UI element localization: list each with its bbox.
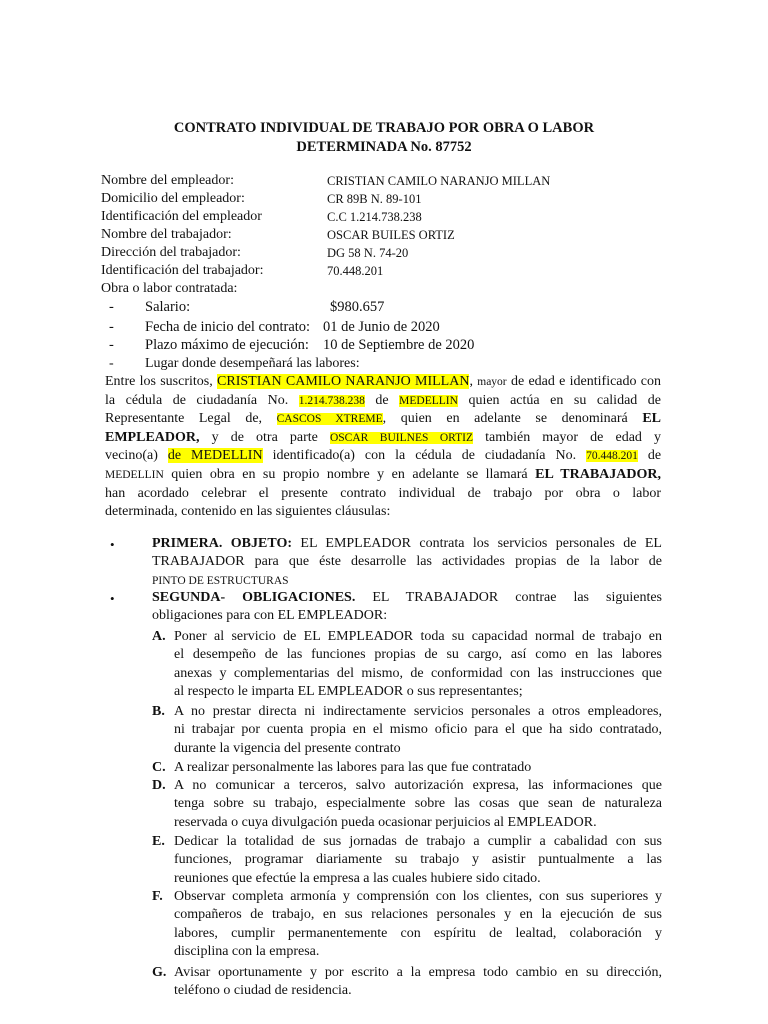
company-highlight: CASCOS XTREME <box>276 413 383 426</box>
field-label: Nombre del trabajador: <box>101 227 232 242</box>
title-line-2: DETERMINADA No. 87752 <box>296 139 472 155</box>
item-line: compañeros de trabajo, en sus relaciones personales y en la ejecución de sus <box>174 907 662 923</box>
contract-title <box>0 119 768 157</box>
intro-line <box>105 429 661 448</box>
item-line: A realizar personalmente las labores para las que fue contratado <box>174 760 532 775</box>
item-letter: E. <box>152 834 165 849</box>
intro-line <box>105 410 661 429</box>
item-line: funciones, programar diariamente su trabajo y asistir puntualmente a las <box>174 852 662 868</box>
deadline-row <box>101 336 474 354</box>
dash: - <box>109 299 114 315</box>
text: también mayor de edad y <box>485 429 662 445</box>
text: quien obra en su propio nombre y en adelante se llamará <box>171 466 528 482</box>
item-letter: C. <box>152 760 166 775</box>
field-label: Identificación del trabajador: <box>101 263 264 278</box>
work-place-row <box>101 355 360 373</box>
worker-city-highlight: de MEDELLIN <box>167 448 263 464</box>
item-line: teléfono o ciudad de residencia. <box>174 983 352 999</box>
field-row <box>101 172 661 190</box>
text: MEDELLIN <box>105 468 164 481</box>
clause-title: SEGUNDA- OBLIGACIONES. <box>152 590 356 605</box>
employer-id-highlight: 1.214.738.238 <box>298 394 365 407</box>
intro-line <box>105 466 661 485</box>
item-line: reuniones que efectúe la empresa a las cuales hubiere sido citado. <box>174 870 541 886</box>
item-line: el desempeño de las funciones propias de su cargo, así como en las labores <box>174 647 662 663</box>
worker-name-highlight: OSCAR BUILNES ORTIZ <box>329 431 473 444</box>
text: EL <box>642 411 662 427</box>
item-line: reservada o cuya divulgación pueda ocasionar perjuicios al EMPLEADOR. <box>174 814 597 830</box>
field-value: CR 89B N. 89-101 <box>327 192 422 206</box>
dash-label: Fecha de inicio del contrato: <box>145 319 311 335</box>
intro-line: han acordado celebrar el presente contrato individual de trabajo por obra o labor <box>105 485 661 501</box>
field-value: 70.448.201 <box>327 264 384 278</box>
text: de <box>375 392 389 408</box>
item-line: disciplina con la empresa. <box>174 943 320 959</box>
item-line: Avisar oportunamente y por escrito a la empresa todo cambio en su dirección, <box>174 965 662 980</box>
field-label: Identificación del empleador <box>101 209 262 224</box>
clause-line: obligaciones para con EL EMPLEADOR: <box>152 608 388 624</box>
worker-id-highlight: 70.448.201 <box>586 450 638 463</box>
item-line: A no prestar directa ni indirectamente servicios personales a otros empleadores, <box>174 704 662 719</box>
text: EL TRABAJADOR contrae las siguientes <box>372 590 662 605</box>
clause-title: PRIMERA. OBJETO: <box>152 536 292 551</box>
item-letter: A. <box>152 629 166 644</box>
city-highlight: MEDELLIN <box>399 394 458 407</box>
field-value: CRISTIAN CAMILO NARANJO MILLAN <box>327 174 551 188</box>
text: Representante Legal de, <box>105 411 263 427</box>
field-label: Domicilio del empleador: <box>101 191 245 206</box>
field-row <box>101 262 661 280</box>
clause-line: PINTO DE ESTRUCTURAS <box>152 574 289 587</box>
clause-line: TRABAJADOR para que éste desarrolle las actividades propias de la labor de <box>152 554 662 570</box>
intro-line <box>105 392 661 411</box>
item-letter: G. <box>152 965 167 980</box>
item-line: al respecto le imparta EL EMPLEADOR o sus representantes; <box>174 683 523 699</box>
text: identificado(a) con la cédula de ciudadanía No. <box>272 448 577 464</box>
text: EL EMPLEADOR contrata los servicios personales de EL <box>300 536 662 551</box>
dash: - <box>109 337 114 353</box>
text: de <box>647 448 662 464</box>
field-value: OSCAR BUILES ORTIZ <box>327 228 455 242</box>
text: la cédula de ciudadanía No. <box>105 392 289 408</box>
item-line: ni trabajar por cuenta propia en el mismo oficio para el que ha sido contratado, <box>174 722 662 738</box>
dash-value: 10 de Septiembre de 2020 <box>323 337 475 353</box>
dash: - <box>109 319 114 335</box>
field-row <box>101 190 661 208</box>
text: quien actúa en su calidad de <box>468 392 662 408</box>
field-row <box>101 244 661 262</box>
clause-primera <box>152 535 662 590</box>
dash-value: 01 de Junio de 2020 <box>323 319 440 335</box>
text: , <box>469 374 473 389</box>
dash-label: Lugar donde desempeñará las labores: <box>145 356 360 371</box>
field-row <box>101 226 661 244</box>
employer-name-highlight: CRISTIAN CAMILO NARANJO MILLAN <box>217 374 470 389</box>
item-letter: D. <box>152 778 166 793</box>
field-value: C.C 1.214.738.238 <box>327 210 422 224</box>
item-line: Observar completa armonía y comprensión con los clientes, con sus superiores y <box>174 889 662 904</box>
text: vecino(a) <box>105 448 158 464</box>
text: y de otra parte <box>211 429 318 445</box>
bullet-icon: • <box>110 591 115 606</box>
item-line: labores, cumplir permanentemente con espíritu de lealtad, colaboración y <box>174 925 662 941</box>
dash-value: $980.657 <box>330 299 385 315</box>
item-line: tenga sobre su trabajo, especialmente sobre las cosas que sean de naturaleza <box>174 796 662 812</box>
item-line: Poner al servicio de EL EMPLEADOR toda su capacidad normal de trabajo en <box>174 629 662 644</box>
field-label: Nombre del empleador: <box>101 173 234 188</box>
item-line: anexas y complementarias del mismo, de conformidad con las instrucciones que <box>174 665 662 681</box>
dash: - <box>109 356 114 371</box>
text: mayor <box>477 376 507 388</box>
obra-label: Obra o labor contratada: <box>101 281 238 296</box>
clause-line <box>152 589 662 607</box>
item-letter: F. <box>152 889 163 904</box>
bullet-icon: • <box>110 537 115 552</box>
field-row <box>101 208 661 226</box>
field-label: Dirección del trabajador: <box>101 245 241 260</box>
item-line: durante la vigencia del presente contrato <box>174 740 401 756</box>
text: , quien en adelante se denominará <box>382 411 628 427</box>
dash-label: Salario: <box>145 299 191 315</box>
clause-segunda <box>152 589 662 626</box>
item-letter: B. <box>152 704 165 719</box>
intro-paragraph <box>105 373 661 522</box>
text: de edad e identificado con <box>510 374 662 389</box>
text: EL TRABAJADOR, <box>535 466 661 482</box>
text: Entre los suscritos, <box>105 374 213 389</box>
intro-line <box>105 447 661 466</box>
contract-fields <box>101 172 661 298</box>
clause-line <box>152 535 662 553</box>
field-value: DG 58 N. 74-20 <box>327 246 409 260</box>
start-date-row <box>101 318 440 336</box>
item-line: Dedicar la totalidad de sus jornadas de trabajo a cumplir a cabalidad con sus <box>174 834 662 849</box>
intro-line: determinada, contenido en las siguientes cláusulas: <box>105 504 391 520</box>
item-line: A no comunicar a terceros, salvo autorización expresa, las informaciones que <box>174 778 662 793</box>
dash-label: Plazo máximo de ejecución: <box>145 337 309 353</box>
intro-line <box>105 373 661 392</box>
text: EMPLEADOR, <box>105 429 200 445</box>
title-line-1: CONTRATO INDIVIDUAL DE TRABAJO POR OBRA O LABOR <box>173 120 595 136</box>
salary-row <box>101 298 384 316</box>
